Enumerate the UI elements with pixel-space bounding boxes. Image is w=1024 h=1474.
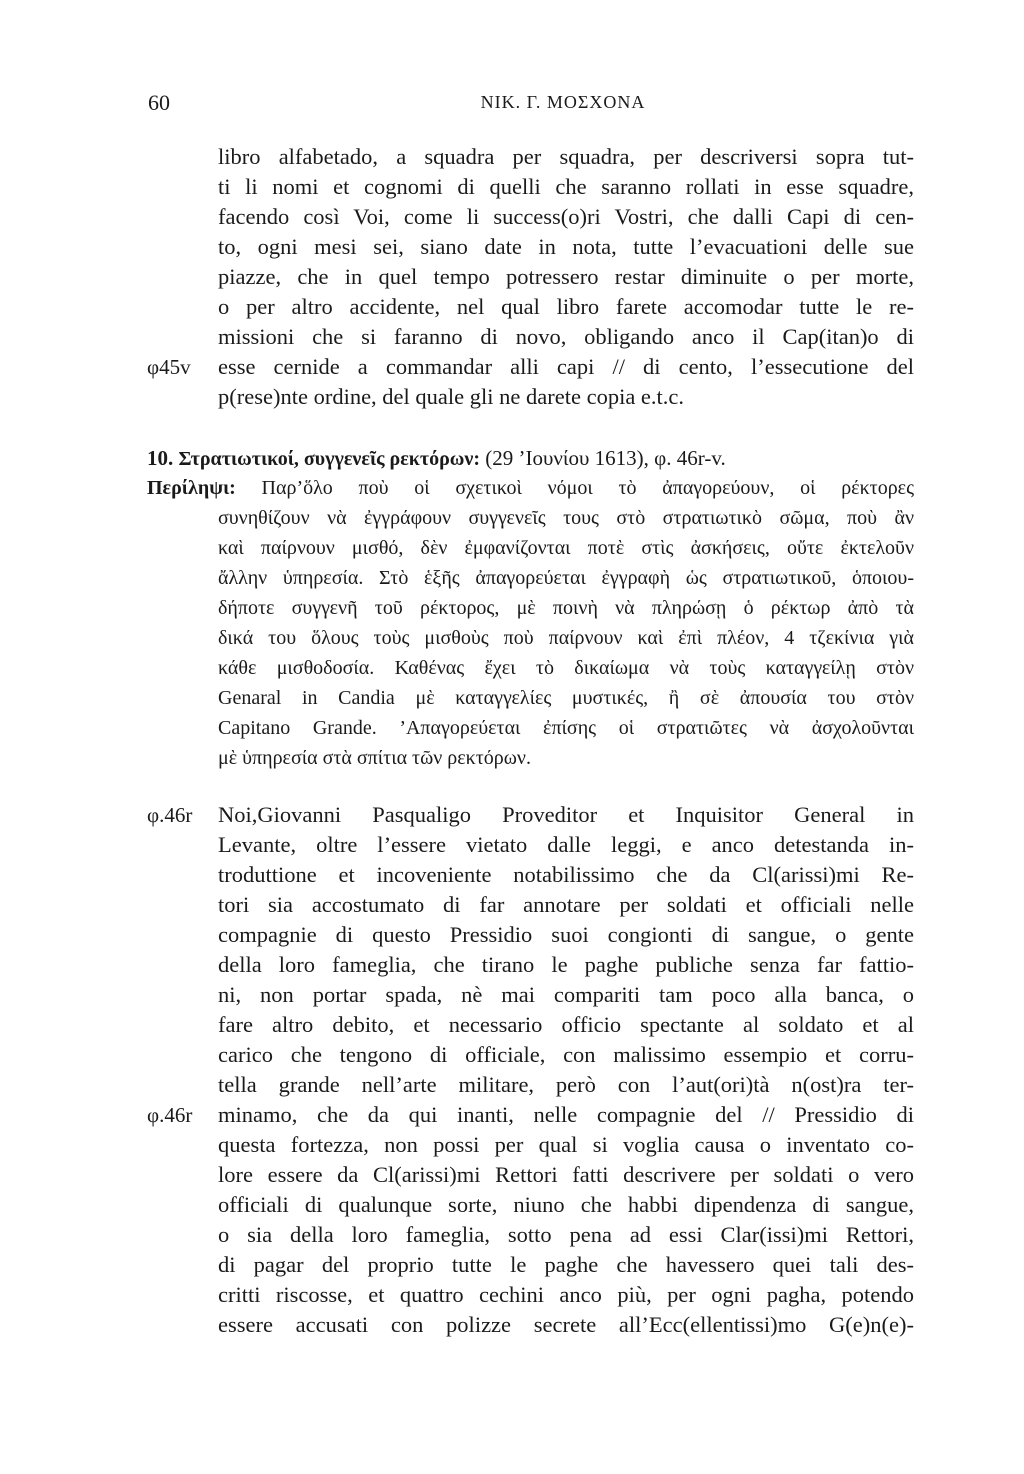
page-number: 60 (148, 90, 170, 115)
text-line: o per altro accidente, nel qual libro farete accomodar tutte le re- (218, 294, 914, 319)
summary-line: κάθε μισθοδοσία. Καθένας ἔχει τὸ δικαίωμα νὰ τοὺς καταγγείλῃ στὸν (218, 657, 914, 679)
text-line: troduttione et incoveniente notabilissimo che da Cl(arissi)mi Re- (218, 862, 914, 887)
section-heading (147, 443, 914, 474)
text-line: libro alfabetado, a squadra per squadra, per descriversi sopra tut- (218, 144, 914, 169)
text-line: della loro fameglia, che tirano le paghe publiche senza far fattio- (218, 952, 914, 977)
text-line: di pagar del proprio tutte le paghe che havessero quei tali des- (218, 1252, 914, 1277)
text-line: p(rese)nte ordine, del quale gli ne darete copia e.t.c. (218, 384, 685, 409)
text-line: Noi,Giovanni Pasqualigo Proveditor et Inquisitor General in (218, 802, 914, 827)
summary-line: ἄλλην ὑπηρεσία. Στὸ ἑξῆς ἀπαγορεύεται ἐγγραφὴ ὡς στρατιωτικοῦ, ὁποιου- (218, 567, 914, 589)
text-line: Levante, oltre l’essere vietato dalle leggi, e anco detestanda in- (218, 832, 914, 857)
section-number: 10. (147, 446, 174, 470)
page-header (148, 90, 908, 120)
folio-margin-note: φ45v (147, 355, 191, 379)
text-line: officiali di qualunque sorte, niuno che habbi dipendenza di sangue, (218, 1192, 914, 1217)
section-date: (29 ’Ιουνίου 1613), φ. 46r-v. (485, 446, 726, 470)
summary-text: Παρ’ὅλο ποὺ οἱ σχετικοὶ νόμοι τὸ ἀπαγορεύουν, οἱ ρέκτορες (261, 477, 914, 499)
text-line: ti li nomi et cognomi di quelli che saranno rollati in esse squadre, (218, 174, 914, 199)
text-line: critti riscosse, et quattro cechini anco più, per ogni pagha, potendo (218, 1282, 914, 1307)
text-line: tori sia accostumato di far annotare per soldati et officiali nelle (218, 892, 914, 917)
text-line: tella grande nell’arte militare, però con l’aut(ori)tà n(ost)ra ter- (218, 1072, 914, 1097)
text-line: esse cernide a commandar alli capi // di cento, l’essecutione del (218, 354, 914, 379)
section-title: Στρατιωτικοί, συγγενεῖς ρεκτόρων: (178, 448, 481, 470)
running-head: ΝΙΚ. Γ. ΜΟΣΧΟΝΑ (480, 92, 646, 112)
folio-margin-note: φ.46r (147, 803, 193, 827)
folio-margin-note: φ.46r (147, 1103, 193, 1127)
text-line: fare altro debito, et necessario officio spectante al soldato et al (218, 1012, 914, 1037)
summary-line: μὲ ὑπηρεσία στὰ σπίτια τῶν ρεκτόρων. (218, 747, 531, 769)
summary-line: Capitano Grande. ’Απαγορεύεται ἐπίσης οἱ στρατιῶτες νὰ ἀσχολοῦνται (218, 717, 914, 739)
text-line: ni, non portar spada, nè mai compariti tam poco alla banca, o (218, 982, 914, 1007)
summary-line: δικά του ὅλους τοὺς μισθοὺς ποὺ παίρνουν καὶ ἐπὶ πλέον, 4 τζεκίνια γιὰ (218, 627, 914, 649)
text-line: essere accusati con polizze secrete all’Ecc(ellentissi)mo G(e)n(e)- (218, 1312, 914, 1337)
summary-line-first (147, 473, 914, 503)
text-line: compagnie di questo Pressidio suoi congionti di sangue, o gente (218, 922, 914, 947)
text-line: to, ogni mesi sei, siano date in nota, tutte l’evacuationi delle sue (218, 234, 914, 259)
summary-line: καὶ παίρνουν μισθό, δὲν ἐμφανίζονται ποτὲ στὶς ἀσκήσεις, οὔτε ἐκτελοῦν (218, 537, 914, 559)
text-line: minamo, che da qui inanti, nelle compagnie del // Pressidio di (218, 1102, 914, 1127)
text-line: missioni che si faranno di novo, obligando anco il Cap(itan)o di (218, 324, 914, 349)
text-line: carico che tengono di officiale, con malissimo essempio et corru- (218, 1042, 914, 1067)
summary-label: Περίληψι: (147, 477, 236, 499)
text-line: o sia della loro fameglia, sotto pena ad essi Clar(issi)mi Rettori, (218, 1222, 914, 1247)
text-line: facendo così Voi, come li success(o)ri Vostri, che dalli Capi di cen- (218, 204, 914, 229)
summary-line: συνηθίζουν νὰ ἐγγράφουν συγγενεῖς τους στὸ στρατιωτικὸ σῶμα, ποὺ ἂν (218, 507, 914, 529)
text-line: piazze, che in quel tempo potressero restar diminuite o per morte, (218, 264, 914, 289)
text-line: questa fortezza, non possi per qual si voglia causa o inventato co- (218, 1132, 914, 1157)
text-line: lore essere da Cl(arissi)mi Rettori fatti descrivere per soldati o vero (218, 1162, 914, 1187)
summary-line: Genaral in Candia μὲ καταγγελίες μυστικές, ἢ σὲ ἀπουσία του στὸν (218, 687, 914, 709)
summary-line: δήποτε συγγενῆ τοῦ ρέκτορος, μὲ ποινὴ νὰ πληρώσῃ ὁ ρέκτωρ ἀπὸ τὰ (218, 597, 914, 619)
